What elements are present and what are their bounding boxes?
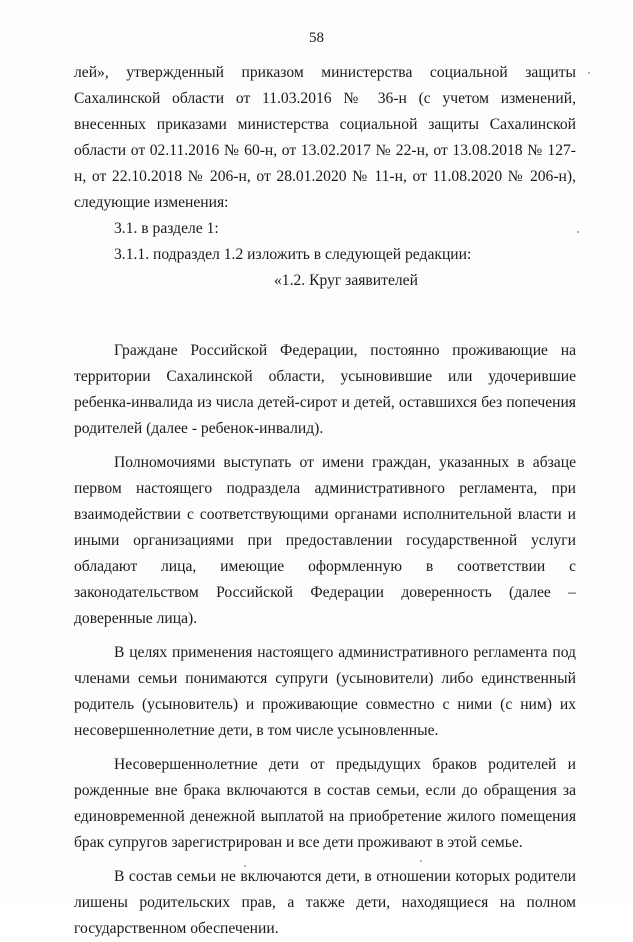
paragraph-minor-children: Несовершеннолетние дети от предыдущих браков родителей и рожденные вне брака включаются в состав семьи, если до обращения за единовременной денежной выплатой на приобретение жилого помещения брак супругов зарегистрирован и все дети проживают в этой семье. <box>74 756 576 851</box>
paragraph-excluded-children: В состав семьи не включаются дети, в отношении которых родители лишены родительских прав, а также дети, находящиеся на полном государственном обеспечении. <box>74 868 576 937</box>
scan-speck <box>577 231 579 233</box>
paragraph-family-members: В целях применения настоящего административного регламента под членами семьи понимаются супруги (усыновители) либо единственный родитель (усыновитель) и проживающие совместно с ними (с ним) их несовершеннолетние дети, в том числе усыновленные. <box>74 644 576 739</box>
section-heading: «1.2. Круг заявителей <box>274 272 418 289</box>
scan-speck <box>244 865 246 867</box>
paragraph-authority: Полномочиями выступать от имени граждан, указанных в абзаце первом настоящего подраздела административного регламента, при взаимодействии с соответствующими органами исполнительной власти и иными организациями при предоставлении государственной услуги обладают лица, имеющие оформленную в соответствии с законодательством Российской Федерации доверенность (далее – доверенные лица). <box>74 454 576 627</box>
item-3-1: 3.1. в разделе 1: <box>114 220 219 237</box>
intro-continuation: лей», утвержденный приказом министерства социальной защиты Сахалинской области от 11.03.2016 № 36-н (с учетом изменений, внесенных приказами министерства социальной защиты Сахалинской области от 02.11.2016 № 60-н, от 13.02.2017 № 22-н, от 13.08.2018 № 127-н, от 22.10.2018 № 206-н, от 28.01.2020 № 11-н, от 11.08.2020 № 206-н), следующие изменения: <box>74 64 576 211</box>
document-body <box>74 60 576 942</box>
page-number: 58 <box>309 30 324 46</box>
item-3-1-1: 3.1.1. подраздел 1.2 изложить в следующей редакции: <box>114 246 472 263</box>
scan-speck <box>588 72 590 74</box>
scan-speck <box>420 860 422 862</box>
paragraph-applicants: Граждане Российской Федерации, постоянно проживающие на территории Сахалинской области, усыновившие или удочерившие ребенка-инвалида из числа детей-сирот и детей, оставшихся без попечения родителей (далее - ребенок-инвалид). <box>74 342 576 437</box>
